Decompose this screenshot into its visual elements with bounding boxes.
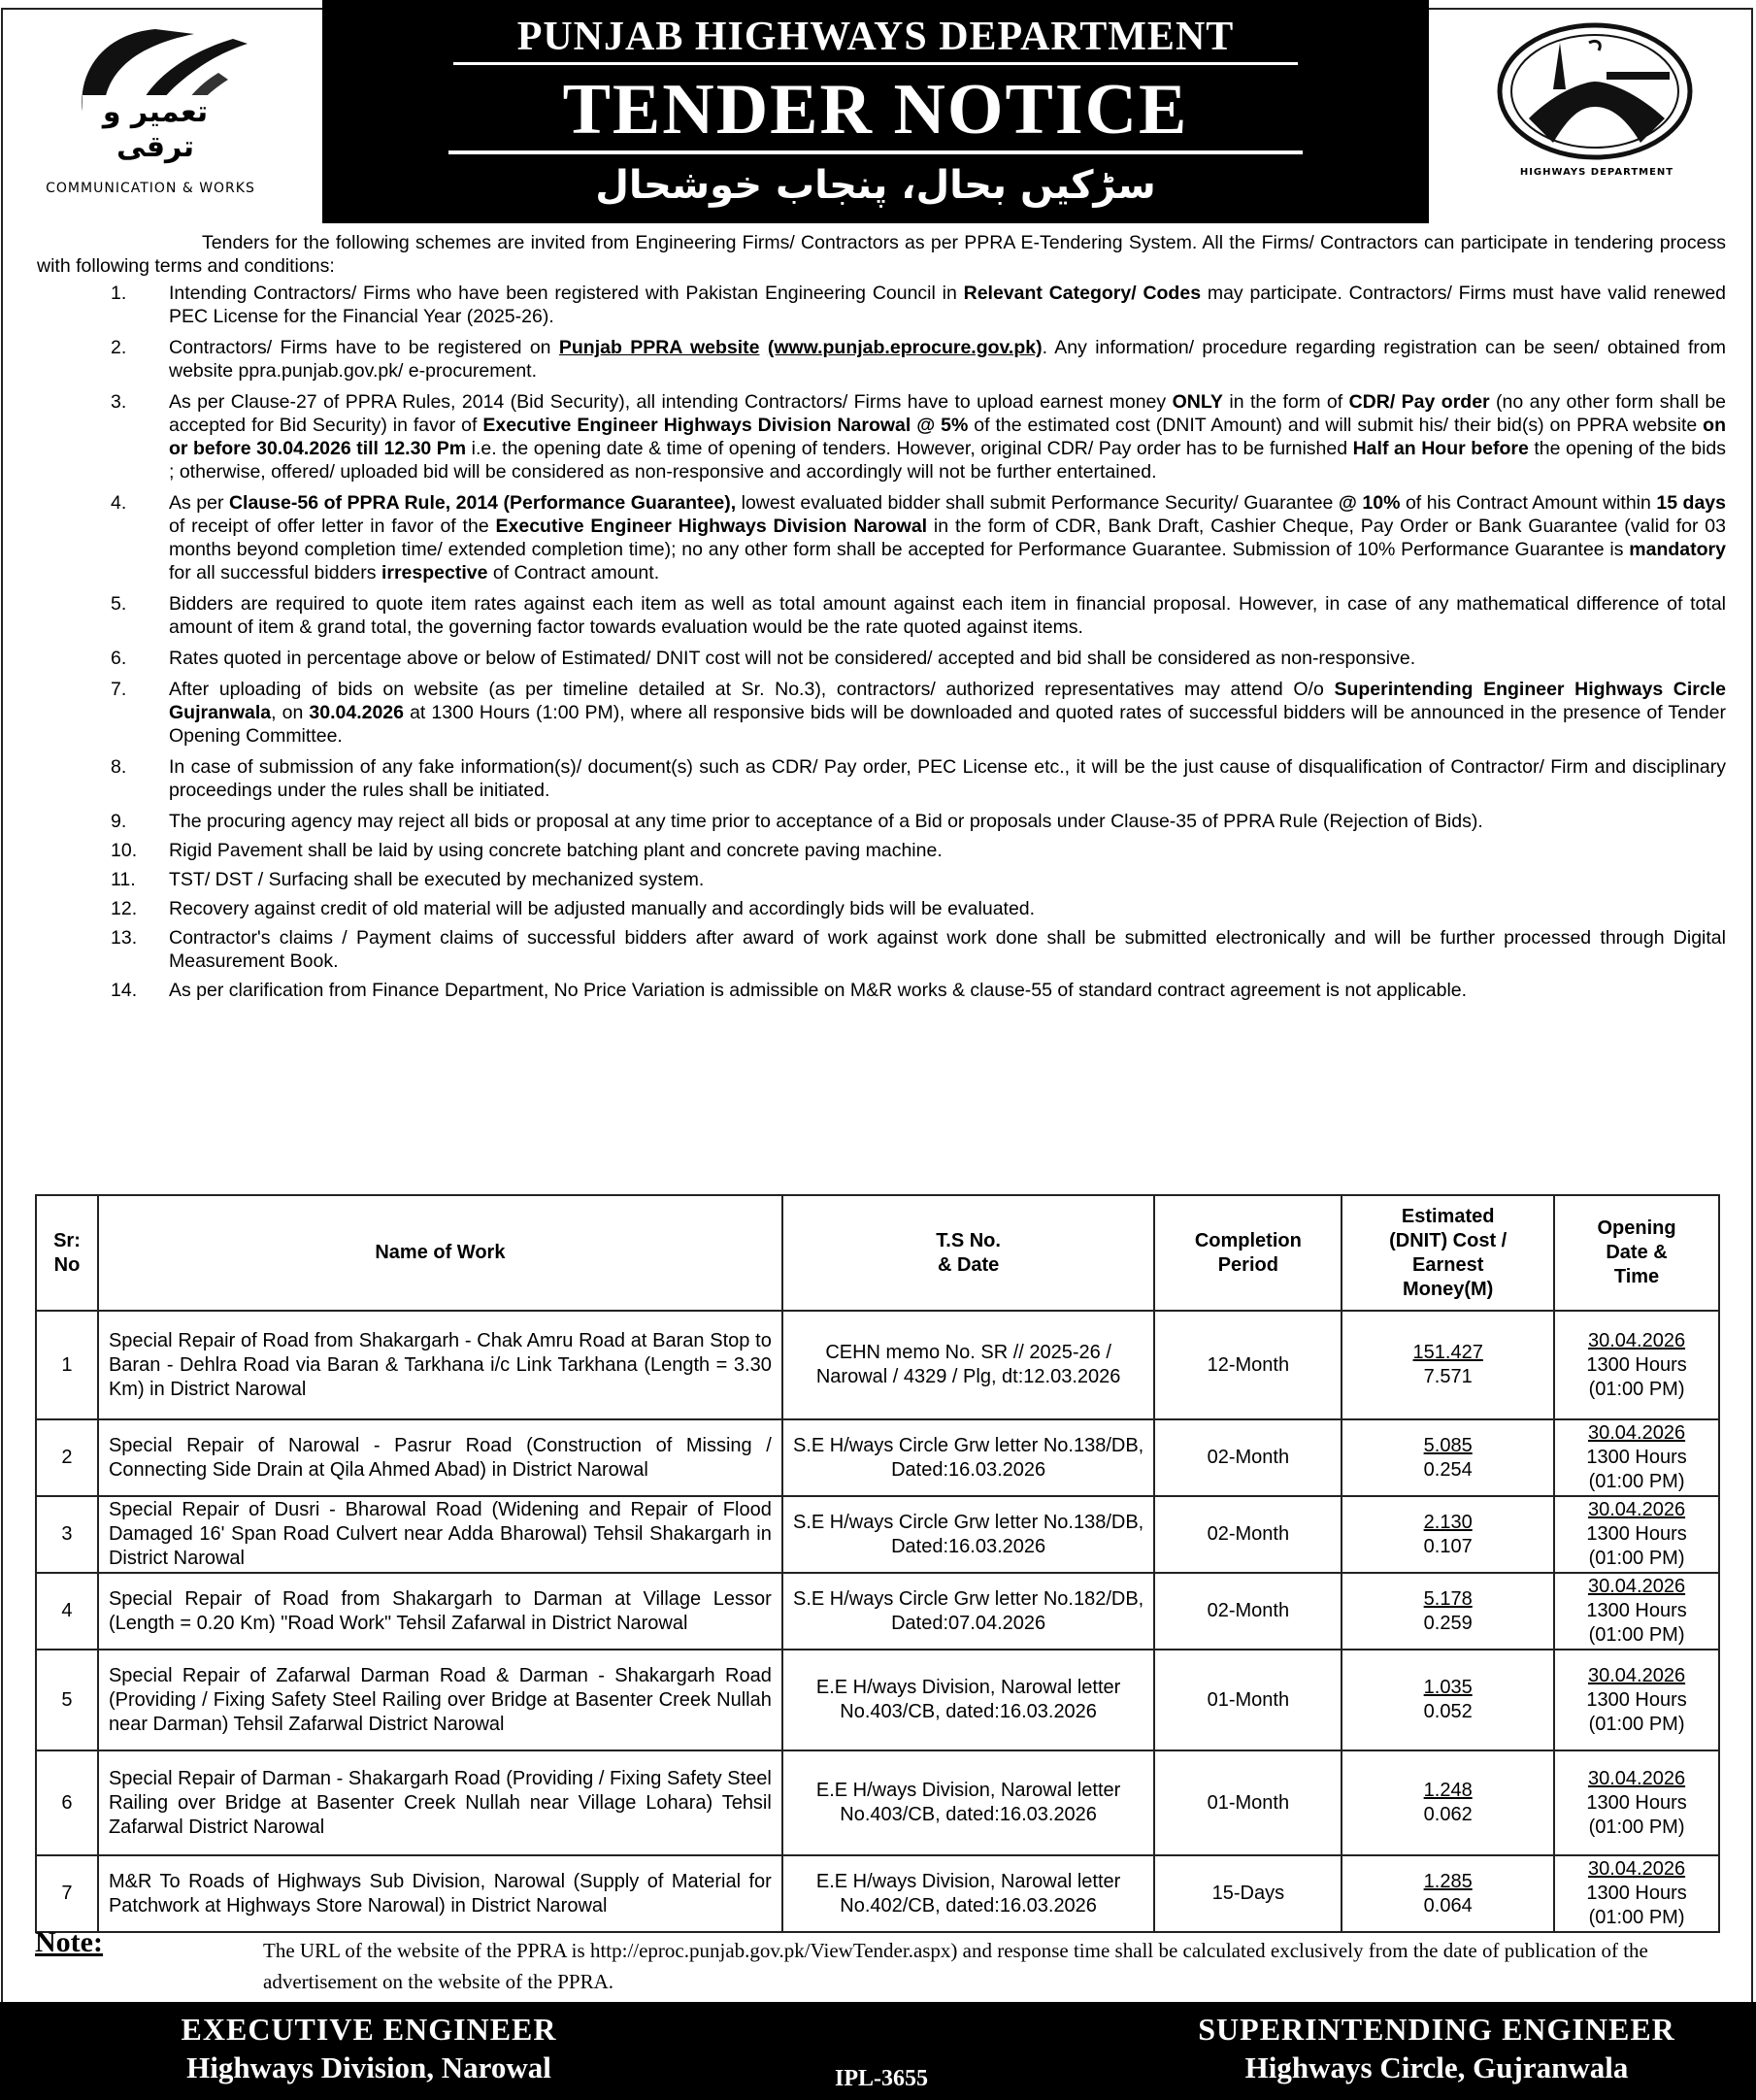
cell-estimated-cost	[1342, 1573, 1554, 1650]
term-number: 13.	[111, 927, 138, 949]
header-line: (DNIT) Cost /	[1389, 1229, 1508, 1251]
term-item	[37, 678, 1726, 748]
table-row	[36, 1573, 1719, 1650]
tender-notice-title: TENDER NOTICE	[562, 70, 1189, 150]
header-line: Period	[1217, 1253, 1278, 1276]
cell-completion-period	[1154, 1496, 1342, 1573]
table-row	[36, 1650, 1719, 1750]
header-line: Completion	[1194, 1229, 1302, 1251]
cell-estimated-cost	[1342, 1311, 1554, 1419]
term-item	[37, 592, 1726, 639]
term-bold-text: mandatory	[1629, 539, 1726, 560]
highways-department-seal	[1471, 21, 1723, 201]
ts-reference: CEHN memo No. SR // 2025-26 / Narowal / 4329 / Plg, dt:12.03.2026	[815, 1342, 1121, 1387]
cell-name-of-work	[98, 1650, 782, 1750]
completion-period: 12-Month	[1207, 1353, 1290, 1376]
work-name: Special Repair of Zafarwal Darman Road & Darman - Shakargarh Road (Providing / Fixing Safety Steel Railing over Bridge at Basenter Creek Nullah near Darman) Tehsil Zafarwal District Narowal	[108, 1664, 772, 1735]
cell-name-of-work	[98, 1311, 782, 1419]
intro-text: Tenders for the following schemes are invited from Engineering Firms/ Contractors as per PPRA E-Tendering System. All the Firms/ Contractors can participate in tendering process with following terms and conditions:	[37, 232, 1726, 277]
term-number: 2.	[111, 337, 127, 358]
cell-estimated-cost	[1342, 1496, 1554, 1573]
ts-reference: S.E H/ways Circle Grw letter No.138/DB, Dated:16.03.2026	[793, 1434, 1144, 1481]
cell-sr-no	[36, 1419, 98, 1496]
term-text: in the form of CDR, Bank Draft, Cashier Cheque, Pay Order or Bank Guarantee (valid for 03 months beyond completion time/ extended completion time); no any other form shall be accepted for Performance Guarantee. Submission of 10% Performance Guarantee is	[169, 516, 1726, 560]
ts-reference: S.E H/ways Circle Grw letter No.182/DB, Dated:07.04.2026	[793, 1587, 1144, 1634]
completion-period: 01-Month	[1207, 1791, 1290, 1814]
sr-number: 6	[61, 1791, 73, 1814]
cell-sr-no	[36, 1496, 98, 1573]
work-name: Special Repair of Darman - Shakargarh Road (Providing / Fixing Safety Steel Railing over Bridge at Basenter Creek Nullah near Village Lohara) Tehsil Zafarwal District Narowal	[108, 1767, 772, 1838]
term-text: of Contract amount.	[487, 562, 660, 583]
term-number: 3.	[111, 391, 127, 413]
term-bold-text: Executive Engineer Highways Division Narowal	[495, 516, 928, 537]
cell-estimated-cost	[1342, 1419, 1554, 1496]
term-text: at 1300 Hours (1:00 PM), where all responsive bids will be downloaded and quoted rates of successful bidders will be announced in the presence of Tender Opening Committee.	[169, 702, 1726, 747]
work-name: Special Repair of Narowal - Pasrur Road (Construction of Missing / Connecting Side Drain at Qila Ahmed Abad) in District Narowal	[108, 1434, 772, 1481]
cell-estimated-cost	[1342, 1750, 1554, 1855]
intro-paragraph	[37, 231, 1726, 278]
cw-caption: COMMUNICATION & WORKS	[46, 181, 255, 196]
header-line: No	[53, 1253, 81, 1276]
header-line: Money(M)	[1403, 1278, 1494, 1300]
cell-sr-no	[36, 1750, 98, 1855]
term-text: TST/ DST / Surfacing shall be executed by mechanized system.	[169, 869, 705, 890]
term-text: Rates quoted in percentage above or below of Estimated/ DNIT cost will not be considered/ accepted and bid shall be considered as non-responsive.	[169, 648, 1416, 669]
term-text	[760, 337, 768, 358]
communication-works-logo	[10, 19, 291, 209]
ipl-number: IPL-3655	[835, 2066, 928, 2091]
cell-opening-date	[1554, 1750, 1719, 1855]
term-text: Bidders are required to quote item rates against each item as well as total amount against each item in financial proposal. However, in case of any mathematical difference of total amount of item & grand total, the governing factor towards evaluation would be the rate quoted against items.	[169, 593, 1726, 638]
seal-caption: HIGHWAYS DEPARTMENT	[1519, 167, 1674, 178]
term-text: As per	[169, 492, 229, 514]
superintending-engineer-title: SUPERINTENDING ENGINEER	[1198, 2012, 1675, 2047]
earnest-money: 0.052	[1423, 1701, 1473, 1722]
term-bold-text: @ 10%	[1338, 492, 1401, 514]
cell-opening-date	[1554, 1496, 1719, 1573]
ts-reference: S.E H/ways Circle Grw letter No.138/DB, Dated:16.03.2026	[793, 1511, 1144, 1557]
earnest-money: 0.107	[1423, 1535, 1473, 1557]
highways-seal-icon	[1471, 21, 1723, 167]
term-text: The procuring agency may reject all bids or proposal at any time prior to acceptance of a Bid or proposals under Clause-35 of PPRA Rule (Rejection of Bids).	[169, 811, 1483, 832]
cell-name-of-work	[98, 1419, 782, 1496]
term-bold-text: Relevant Category/ Codes	[963, 283, 1202, 304]
table-row	[36, 1311, 1719, 1419]
opening-hours: 1300 Hours	[1586, 1447, 1687, 1468]
ts-reference: E.E H/ways Division, Narowal letter No.403/CB, dated:16.03.2026	[815, 1780, 1121, 1825]
term-number: 6.	[111, 648, 127, 669]
term-text: , on	[271, 702, 310, 723]
term-text: Contractors/ Firms have to be registered on	[169, 337, 559, 358]
term-item	[37, 926, 1726, 973]
superintending-engineer-office: Highways Circle, Gujranwala	[1244, 2050, 1629, 2084]
header-ts-no-date	[782, 1195, 1155, 1311]
term-item	[37, 810, 1726, 833]
term-text: lowest evaluated bidder shall submit Performance Security/ Guarantee	[736, 492, 1339, 514]
opening-time: (01:00 PM)	[1588, 1378, 1685, 1400]
term-item	[37, 282, 1726, 328]
term-item	[37, 897, 1726, 920]
term-number: 10.	[111, 840, 138, 861]
term-text: Intending Contractors/ Firms who have been registered with Pakistan Engineering Council in	[169, 283, 964, 304]
header-sr-no	[36, 1195, 98, 1311]
estimated-cost: 151.427	[1412, 1342, 1483, 1363]
cell-sr-no	[36, 1573, 98, 1650]
executive-engineer-signature-block	[126, 2010, 612, 2087]
header-line: Time	[1613, 1266, 1660, 1287]
term-text: of his Contract Amount within	[1400, 492, 1657, 514]
opening-date: 30.04.2026	[1587, 1858, 1686, 1880]
completion-period: 02-Month	[1207, 1600, 1290, 1621]
opening-hours: 1300 Hours	[1586, 1600, 1687, 1621]
term-text: After uploading of bids on website (as per timeline detailed at Sr. No.3), contractors/ authorized representatives may attend O/o	[169, 679, 1335, 700]
completion-period: 02-Month	[1207, 1523, 1290, 1545]
opening-time: (01:00 PM)	[1588, 1548, 1685, 1569]
opening-time: (01:00 PM)	[1588, 1471, 1685, 1492]
cell-sr-no	[36, 1311, 98, 1419]
work-name: Special Repair of Road from Shakargarh - Chak Amru Road at Baran Stop to Baran - Dehlra Road via Baran & Tarkhana i/c Link Tarkhana (Length = 3.30 Km) in District Narowal	[108, 1329, 772, 1400]
cell-ts-no	[782, 1750, 1155, 1855]
term-item	[37, 390, 1726, 483]
cell-completion-period	[1154, 1750, 1342, 1855]
term-link-text: Punjab PPRA website	[558, 337, 760, 358]
sr-number: 2	[61, 1447, 73, 1468]
term-text: the opening of the bids ; otherwise, offered/ uploaded bid will be considered as non-responsive and accordingly will not be further entertained.	[169, 438, 1727, 483]
header-line: Sr:	[53, 1229, 81, 1251]
term-item	[37, 868, 1726, 891]
term-text: i.e. the opening date & time of opening of tenders. However, original CDR/ Pay order has to be furnished	[466, 438, 1353, 459]
cell-completion-period	[1154, 1419, 1342, 1496]
opening-time: (01:00 PM)	[1588, 1907, 1685, 1928]
cell-name-of-work	[98, 1573, 782, 1650]
sr-number: 1	[61, 1353, 73, 1376]
term-number: 9.	[111, 811, 127, 832]
banner-divider	[453, 62, 1298, 65]
term-text: may participate. Contractors/ Firms must have valid renewed PEC License for the Financial Year (2025-26).	[169, 283, 1727, 327]
cell-opening-date	[1554, 1650, 1719, 1750]
header-estimated-cost	[1342, 1195, 1554, 1311]
table-row	[36, 1419, 1719, 1496]
term-text: As per Clause-27 of PPRA Rules, 2014 (Bid Security), all intending Contractors/ Firms have to upload earnest money	[169, 391, 1173, 413]
term-bold-text: Half an Hour before	[1352, 438, 1529, 459]
estimated-cost: 1.285	[1423, 1870, 1473, 1892]
earnest-money: 7.571	[1423, 1366, 1473, 1387]
cell-opening-date	[1554, 1419, 1719, 1496]
completion-period: 02-Month	[1207, 1447, 1290, 1468]
cell-ts-no	[782, 1855, 1155, 1932]
header-line: T.S No.	[936, 1229, 1001, 1251]
opening-date: 30.04.2026	[1587, 1499, 1686, 1520]
header-name-of-work: Name of Work	[98, 1195, 782, 1311]
table-row	[36, 1855, 1719, 1932]
term-item	[37, 336, 1726, 383]
executive-engineer-title: EXECUTIVE ENGINEER	[181, 2012, 557, 2047]
opening-time: (01:00 PM)	[1588, 1816, 1685, 1838]
estimated-cost: 5.085	[1423, 1434, 1473, 1456]
opening-date: 30.04.2026	[1587, 1329, 1686, 1351]
term-text: Contractor's claims / Payment claims of successful bidders after award of work against work done shall be submitted electronically and will be further processed through Digital Measurement Book.	[169, 927, 1726, 972]
completion-period: 01-Month	[1207, 1688, 1290, 1711]
cell-completion-period	[1154, 1650, 1342, 1750]
cell-completion-period	[1154, 1855, 1342, 1932]
term-item	[37, 647, 1726, 670]
earnest-money: 0.254	[1423, 1458, 1473, 1481]
cell-estimated-cost	[1342, 1855, 1554, 1932]
term-number: 14.	[111, 980, 138, 1001]
works-table	[35, 1194, 1720, 1933]
term-number: 7.	[111, 679, 127, 700]
cw-urdu-logo-text: تعمیر و ترقی	[83, 95, 228, 165]
cell-ts-no	[782, 1419, 1155, 1496]
term-number: 5.	[111, 593, 127, 615]
term-bold-text: Superintending Engineer Highways Circle Gujranwala	[169, 679, 1727, 723]
note-text: The URL of the website of the PPRA is http://eproc.punjab.gov.pk/ViewTender.aspx) and response time shall be calculated exclusively from the date of publication of the advertisement on the website of the PPRA.	[263, 1939, 1648, 1993]
cell-opening-date	[1554, 1573, 1719, 1650]
opening-date: 30.04.2026	[1587, 1576, 1686, 1597]
cell-name-of-work	[98, 1496, 782, 1573]
term-bold-text: on or before 30.04.2026 till 12.30 Pm	[169, 415, 1726, 459]
term-text: of the estimated cost (DNIT Amount) and will submit his/ their bid(s) on PPRA website	[968, 415, 1704, 436]
term-link-text: (www.punjab.eprocure.gov.pk)	[767, 337, 1043, 358]
term-item	[37, 491, 1726, 584]
opening-date: 30.04.2026	[1587, 1422, 1686, 1444]
header-line: Opening	[1597, 1217, 1676, 1239]
term-number: 8.	[111, 756, 127, 778]
work-name: Special Repair of Dusri - Bharowal Road (Widening and Repair of Flood Damaged 16' Span Road Culvert near Adda Bharowal) Tehsil Shakargarh in District Narowal	[108, 1499, 772, 1569]
term-item	[37, 979, 1726, 1002]
opening-hours: 1300 Hours	[1586, 1883, 1687, 1904]
work-name: M&R To Roads of Highways Sub Division, Narowal (Supply of Material for Patchwork at Highways Store Narowal) in District Narowal	[108, 1870, 772, 1917]
table-row	[36, 1496, 1719, 1573]
estimated-cost: 2.130	[1423, 1511, 1473, 1533]
sr-number: 5	[61, 1688, 73, 1711]
header-line: Earnest	[1411, 1253, 1484, 1276]
cell-opening-date	[1554, 1855, 1719, 1932]
note-label: Note:	[35, 1926, 103, 1958]
opening-time: (01:00 PM)	[1588, 1713, 1685, 1735]
cell-name-of-work	[98, 1855, 782, 1932]
completion-period: 15-Days	[1211, 1883, 1285, 1904]
superintending-engineer-signature-block	[1145, 2010, 1728, 2087]
term-text: Rigid Pavement shall be laid by using concrete batching plant and concrete paving machine.	[169, 840, 943, 861]
cell-name-of-work	[98, 1750, 782, 1855]
cell-opening-date	[1554, 1311, 1719, 1419]
term-item	[37, 839, 1726, 862]
cell-sr-no	[36, 1650, 98, 1750]
header-completion-period	[1154, 1195, 1342, 1311]
opening-hours: 1300 Hours	[1586, 1523, 1687, 1545]
earnest-money: 0.062	[1423, 1804, 1473, 1825]
term-bold-text: 15 days	[1656, 492, 1727, 514]
term-bold-text: Executive Engineer Highways Division Narowal @ 5%	[482, 415, 969, 436]
opening-date: 30.04.2026	[1587, 1767, 1686, 1789]
sr-number: 3	[61, 1523, 73, 1545]
header-line: & Date	[937, 1253, 1000, 1276]
estimated-cost: 1.248	[1423, 1780, 1473, 1801]
table-header-row	[36, 1195, 1719, 1311]
earnest-money: 0.064	[1423, 1894, 1473, 1917]
term-number: 12.	[111, 898, 138, 919]
footer-banner	[0, 2002, 1756, 2100]
ts-reference: E.E H/ways Division, Narowal letter No.403/CB, dated:16.03.2026	[815, 1677, 1121, 1722]
header-line: Estimated	[1401, 1205, 1495, 1227]
term-number: 1.	[111, 283, 127, 304]
opening-date: 30.04.2026	[1587, 1664, 1686, 1686]
term-text: . Any information/ procedure regarding registration can be seen/ obtained from website ppra.punjab.gov.pk/ e-procurement.	[169, 337, 1726, 382]
estimated-cost: 5.178	[1423, 1587, 1473, 1610]
term-item	[37, 755, 1726, 802]
term-text: (no any other form shall be accepted for Bid Security) in favor of	[169, 391, 1727, 436]
estimated-cost: 1.035	[1423, 1677, 1473, 1698]
term-number: 4.	[111, 492, 127, 514]
earnest-money: 0.259	[1423, 1612, 1473, 1634]
term-text: of receipt of offer letter in favor of the	[169, 516, 496, 537]
note-section	[35, 1927, 1724, 1997]
header-opening-date	[1554, 1195, 1719, 1311]
cell-ts-no	[782, 1573, 1155, 1650]
table-row	[36, 1750, 1719, 1855]
term-text: for all successful bidders	[169, 562, 381, 583]
term-bold-text: irrespective	[381, 562, 488, 583]
term-number: 11.	[111, 869, 136, 890]
term-text: In case of submission of any fake information(s)/ document(s) such as CDR/ Pay order, PEC License etc., it will be the just cause of disqualification of Contractor/ Firm and disciplinary proceedings under the rules shall be initiated.	[169, 756, 1726, 801]
term-text: As per clarification from Finance Department, No Price Variation is admissible on M&R works & clause-55 of standard contract agreement is not applicable.	[169, 980, 1468, 1001]
term-bold-text: 30.04.2026	[309, 702, 404, 723]
cell-ts-no	[782, 1650, 1155, 1750]
term-text: in the form of	[1222, 391, 1349, 413]
cell-completion-period	[1154, 1311, 1342, 1419]
department-title: PUNJAB HIGHWAYS DEPARTMENT	[516, 15, 1235, 59]
term-text: Recovery against credit of old material will be adjusted manually and accordingly bids will be evaluated.	[169, 898, 1036, 919]
urdu-slogan: سڑکیں بحال، پنجاب خوشحال	[595, 163, 1156, 208]
banner-divider	[448, 150, 1303, 154]
opening-hours: 1300 Hours	[1586, 1791, 1687, 1814]
header-line: Date &	[1606, 1242, 1668, 1263]
cell-ts-no	[782, 1311, 1155, 1419]
sr-number: 4	[61, 1600, 73, 1621]
opening-hours: 1300 Hours	[1586, 1688, 1687, 1711]
term-bold-text: CDR/ Pay order	[1348, 391, 1490, 413]
header-banner	[322, 0, 1429, 223]
term-bold-text: Clause-56 of PPRA Rule, 2014 (Performance Guarantee),	[228, 492, 737, 514]
terms-list	[37, 282, 1726, 1008]
executive-engineer-office: Highways Division, Narowal	[186, 2050, 551, 2084]
cell-ts-no	[782, 1496, 1155, 1573]
cell-estimated-cost	[1342, 1650, 1554, 1750]
work-name: Special Repair of Road from Shakargarh to Darman at Village Lessor (Length = 0.20 Km) "Road Work" Tehsil Zafarwal in District Narowal	[108, 1587, 772, 1634]
opening-hours: 1300 Hours	[1586, 1353, 1687, 1376]
cell-completion-period	[1154, 1573, 1342, 1650]
opening-time: (01:00 PM)	[1588, 1624, 1685, 1646]
sr-number: 7	[61, 1883, 73, 1904]
term-bold-text: ONLY	[1172, 391, 1223, 413]
cell-sr-no	[36, 1855, 98, 1932]
ts-reference: E.E H/ways Division, Narowal letter No.402/CB, dated:16.03.2026	[815, 1870, 1121, 1917]
